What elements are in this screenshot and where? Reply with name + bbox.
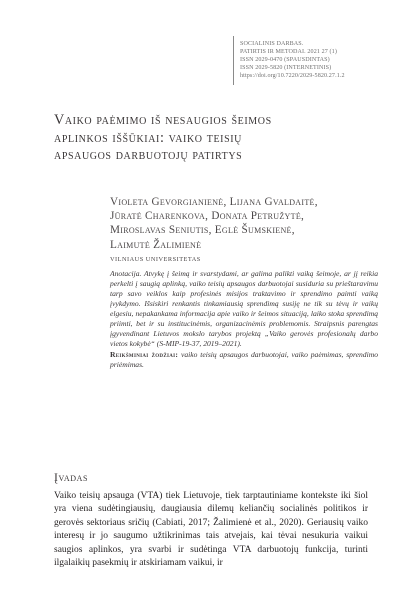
journal-info-box [233, 36, 390, 85]
article-title [54, 112, 374, 165]
author-list [110, 195, 390, 252]
author-line: Laimutė Žalimienė [110, 238, 202, 251]
author-line: Jūratė Charenkova, Donata Petružytė, [110, 210, 305, 223]
abstract-block [110, 269, 378, 370]
keywords-label: Reikšminiai žodžiai: [110, 350, 179, 360]
journal-name-line: SOCIALINIS DARBAS. [240, 41, 304, 47]
section-heading: Įvadas [54, 470, 89, 484]
abstract-text: Anotacija. Atvykę į šeimą ir svarstydami, ar galima palikti vaiką šeimoje, ar jį reikia perkelti į saugią aplinką, vaiko teisių apsaugos darbuotojai susiduria su prieštaravimu tarp savo veiklos kaip profesinės misijos traktavimo ir sprendimo paimti vaiką įvykdymo. Išsiskiri renkantis tinkamiausią sprendimą susiję ne tik su tėvų ir vaikų elgesiu, nepakankama informacija apie vaiko ir šeimos situaciją, laiko stoka sprendimą priimti, bet ir su institucinėmis, organizacinėmis problemomis. Straipsnis parengtas įgyvendinant Lietuvos mokslo tarybos projektą „Vaiko gerovės profesionalų darbo vietos kokybė“ (S-MIP-19-37, 2019–2021). [110, 269, 378, 349]
title-line: apsaugos darbuotojų patirtys [54, 147, 243, 163]
doi-link[interactable]: https://doi.org/10.7220/2029-5820.27.1.2 [240, 73, 345, 79]
issn-print-line: ISSN 2029-0470 (SPAUSDINTAS) [240, 57, 330, 63]
body-text [54, 490, 368, 570]
journal-issue-line: PATIRTIS IR METODAI. 2021 27 (1) [240, 49, 337, 55]
intro-paragraph: Vaiko teisių apsauga (VTA) tiek Lietuvoje, tiek tarptautiniame kontekste iki šiol yra viena sudėtingiausių, daugiausia dilemų keliančių socialinės politikos ir gerovės sektoriaus sričių (Cabiati, 2017; Žalimienė et al., 2020). Geriausių vaiko interesų ir jo saugumo užtikrinimas tais atvejais, kai tėvai nesukuria vaikui saugios aplinkos, yra svarbi ir sudėtinga VTA darbuotojų funkcija, turinti ilgalaikių pasekmių ir atskiriamam vaikui, ir [54, 491, 368, 569]
author-line: Miroslavas Seniutis, Eglė Šumskienė, [110, 224, 295, 237]
author-line: Violeta Gevorgianienė, Lijana Gvaldaitė, [110, 196, 318, 208]
title-line: aplinkos iššūkiai: vaiko teisių [54, 129, 242, 146]
affiliation: VILNIAUS UNIVERSITETAS [110, 256, 201, 263]
keywords-line [110, 350, 378, 370]
issn-online-line: ISSN 2029-5820 (INTERNETINIS) [240, 65, 332, 71]
title-line: Vaiko paėmimo iš nesaugios šeimos [54, 112, 272, 128]
keywords-text: vaiko teisių apsaugos darbuotojai, vaiko paėmimas, sprendimo priėmimas. [110, 350, 378, 370]
